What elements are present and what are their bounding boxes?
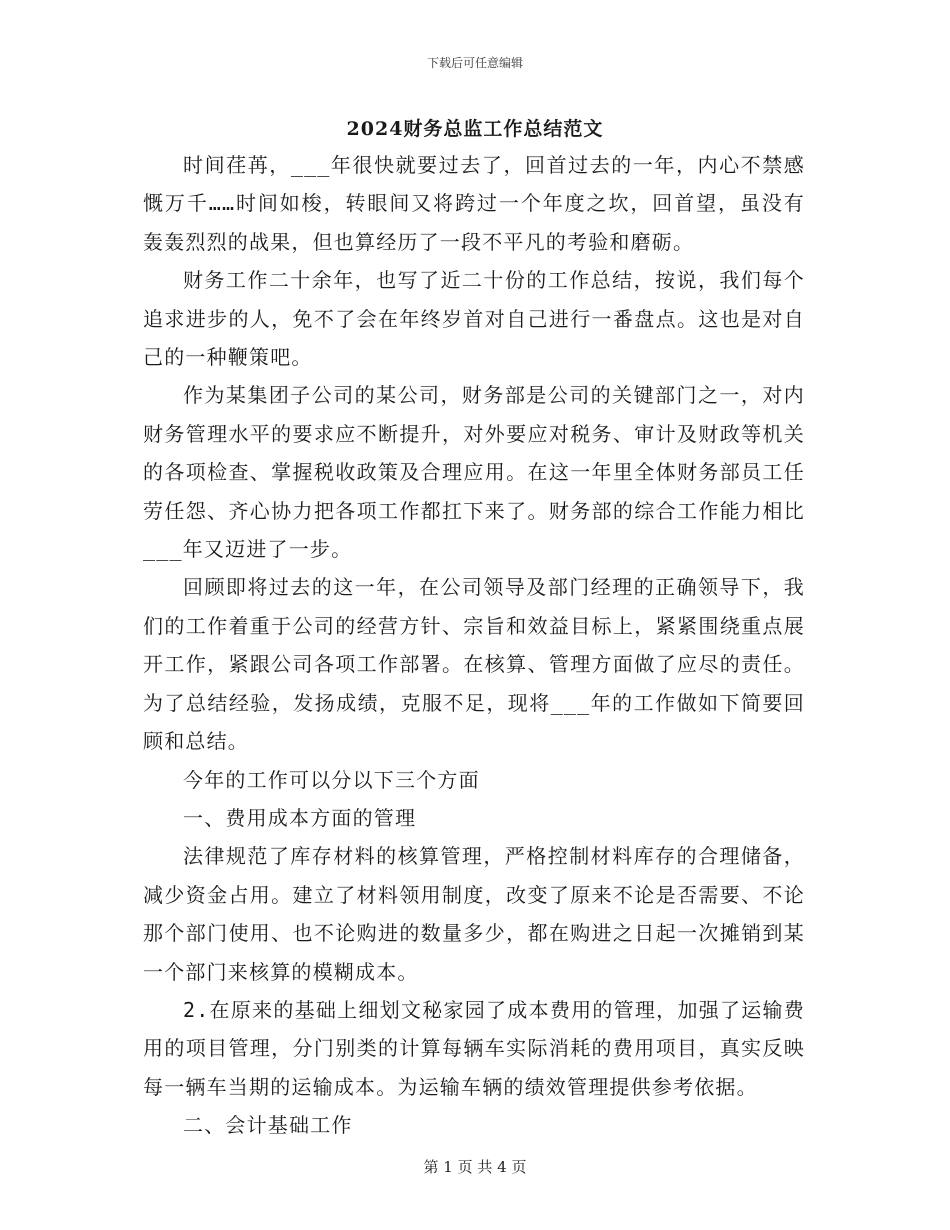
paragraph: 财务工作二十余年，也写了近二十份的工作总结，按说，我们每个追求进步的人，免不了会在年终岁首对自己进行一番盘点。这也是对自己的一种鞭策吧。 [143,268,805,370]
document-title: 2024财务总监工作总结范文 [346,118,604,140]
header-note: 下载后可任意编辑 [426,56,523,70]
paragraph: 时间荏苒，___年很快就要过去了，回首过去的一年，内心不禁感慨万千……时间如梭，转眼间又将跨过一个年度之坎，回首望，虽没有轰轰烈烈的战果，但也算经历了一段不平凡的考验和磨砺。 [143,153,805,254]
section-heading: 一、费用成本方面的管理 [183,805,417,830]
page-number-footer: 第 1 页 共 4 页 [423,1158,527,1176]
paragraph: 回顾即将过去的这一年，在公司领导及部门经理的正确领导下，我们的工作着重于公司的经营方针、宗旨和效益目标上，紧紧围绕重点展开工作，紧跟公司各项工作部署。在核算、管理方面做了应尽的责任。为了总结经验，发扬成绩，克服不足，现将___年的工作做如下简要回顾和总结。 [143,575,805,754]
document-body [143,146,805,1145]
section-heading: 二、会计基础工作 [183,1113,353,1138]
paragraph: 法律规范了库存材料的核算管理，严格控制材料库存的合理储备，减少资金占用。建立了材料领用制度，改变了原来不论是否需要、不论那个部门使用、也不论购进的数量多少，都在购进之日起一次摊销到某一个部门来核算的模糊成本。 [143,844,805,984]
paragraph: 2.在原来的基础上细划文秘家园了成本费用的管理，加强了运输费用的项目管理，分门别类的计算每辆车实际消耗的费用项目，真实反映每一辆车当期的运输成本。为运输车辆的绩效管理提供参考依据。 [143,997,805,1099]
paragraph: 今年的工作可以分以下三个方面 [183,767,480,792]
paragraph: 作为某集团子公司的某公司，财务部是公司的关键部门之一，对内财务管理水平的要求应不断提升，对外要应对税务、审计及财政等机关的各项检查、掌握税收政策及合理应用。在这一年里全体财务部员工任劳任怨、齐心协力把各项工作都扛下来了。财务部的综合工作能力相比___年又迈进了一步。 [143,383,805,562]
